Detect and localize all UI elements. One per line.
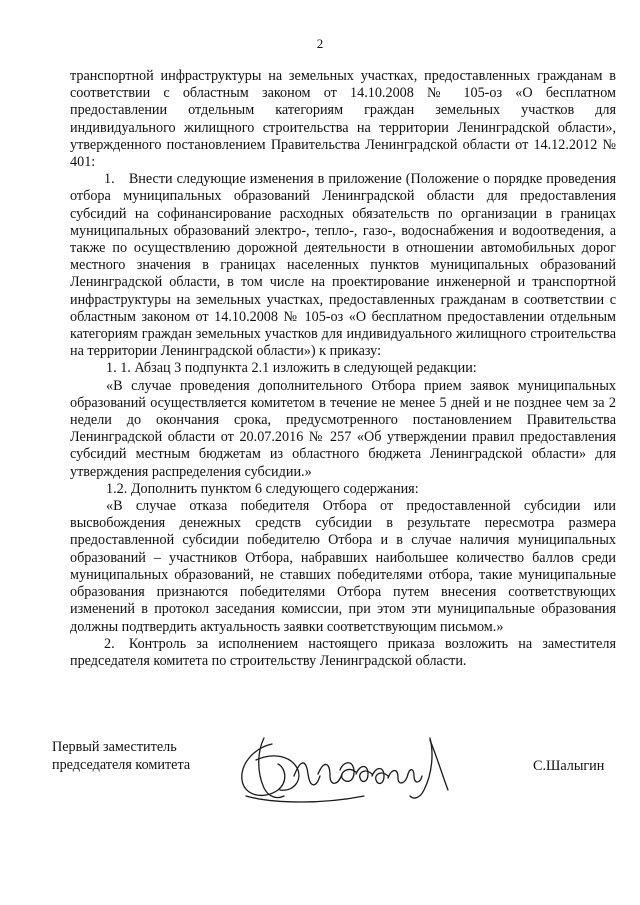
- paragraph-item-1-2: 1.2. Дополнить пунктом 6 следующего содержания:: [106, 480, 419, 497]
- paragraph-item-2: 2. Контроль за исполнением настоящего приказа возложить на заместителя председателя комитета по строительству Ленинградской области.: [70, 635, 616, 669]
- signature-block: [0, 730, 640, 810]
- page-number: 2: [316, 36, 324, 51]
- signatory-title-line-1: Первый заместитель: [52, 739, 177, 755]
- paragraph-intro-continuation: транспортной инфраструктуры на земельных участках, предоставленных гражданам в соответствии с областным законом от 14.10.2008 № 105-оз «О бесплатном предоставлении отдельным категориям граждан земельных участков для индивидуального жилищного строительства на территории Ленинградской области», утвержденного постановлением Правительства Ленинградской области от 14.12.2012 № 401:: [70, 68, 616, 171]
- paragraph-quote-1: «В случае проведения дополнительного Отбора прием заявок муниципальных образований осуществляется комитетом в течение не менее 5 дней и не позднее чем за 2 недели до окончания срока, предусмотренного постановлением Правительства Ленинградской области от 20.07.2016 № 257 «Об утверждении правил предоставления субсидий местным бюджетам из областного бюджета Ленинградской области» для утверждения распределения субсидии.»: [70, 377, 616, 480]
- paragraph-item-1-1: 1. 1. Абзац 3 подпункта 2.1 изложить в следующей редакции:: [106, 360, 477, 377]
- signatory-title: [52, 738, 190, 774]
- signatory-title-line-2: председателя комитета: [52, 757, 191, 773]
- handwritten-signature: [234, 730, 474, 810]
- signatory-name: С.Шалыгин: [533, 758, 605, 774]
- document-body: [70, 68, 616, 670]
- paragraph-item-1: 1. Внести следующие изменения в приложение (Положение о порядке проведения отбора муниципальных образований Ленинградской области для предоставления субсидий на софинансирование расходных обязательств по организации в границах муниципальных образований электро-, тепло-, газо-, водоснабжения и водоотведения, а также по осуществлению дорожной деятельности в отношении автомобильных дорог местного значения в границах населенных пунктов муниципальных образований Ленинградской области, в том числе на проектирование инженерной и транспортной инфраструктуры на земельных участках, предоставленных гражданам в соответствии с областным законом от 14.10.2008 № 105-оз «О бесплатном предоставлении отдельным категориям граждан земельных участков для индивидуального жилищного строительства на территории Ленинградской области») к приказу:: [70, 171, 616, 360]
- paragraph-quote-2: «В случае отказа победителя Отбора от предоставленной субсидии или высвобождения денежных средств субсидии в результате пересмотра размера предоставленной субсидии победителю Отбора и в случае наличия муниципальных образований – участников Отбора, набравших наибольшее количество баллов среди муниципальных образований, не ставших победителями отбора, такие муниципальные образования признаются победителями Отбора путем внесения соответствующих изменений в протокол заседания комиссии, при этом эти муниципальные образования должны подтвердить актуальность заявки соответствующим письмом.»: [70, 498, 616, 635]
